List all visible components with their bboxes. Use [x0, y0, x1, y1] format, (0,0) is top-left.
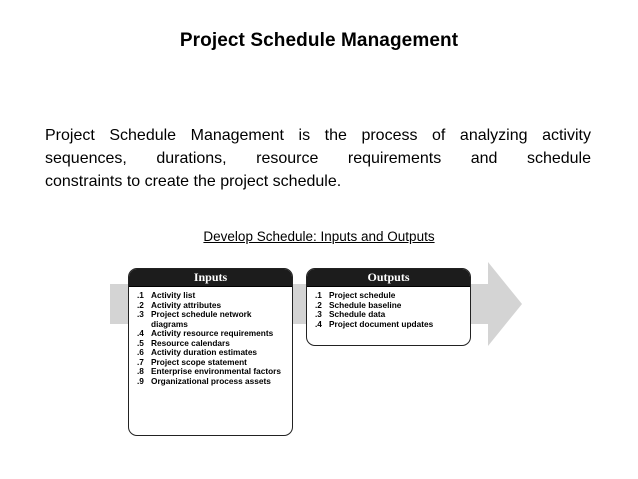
- item-text: Activity attributes: [151, 299, 222, 310]
- item-text: Schedule baseline: [329, 299, 402, 310]
- item-number: .7: [137, 356, 144, 367]
- paragraph-word: of: [432, 127, 446, 144]
- item-number: .3: [315, 309, 322, 319]
- paragraph-word: process: [361, 127, 418, 144]
- inputs-box: [128, 268, 293, 436]
- item-number: .6: [137, 347, 144, 357]
- paragraph-word: the: [324, 127, 347, 144]
- paragraph-word: and: [470, 150, 498, 167]
- paragraph-word: Project: [45, 127, 95, 144]
- item-text: Project schedule network diagrams: [151, 309, 252, 329]
- inputs-list: [129, 287, 292, 386]
- paragraph-word: schedule: [526, 150, 591, 167]
- item-number: .9: [137, 375, 144, 386]
- item-number: .4: [315, 318, 322, 329]
- item-text: Enterprise environmental factors: [151, 366, 282, 376]
- item-number: .2: [137, 299, 144, 310]
- item-text: Resource calendars: [151, 337, 230, 348]
- inputs-header: Inputs: [129, 269, 292, 287]
- item-text: Schedule data: [329, 309, 386, 319]
- item-number: .1: [137, 290, 144, 300]
- item-text: Activity resource requirements: [151, 328, 274, 338]
- item-number: .2: [315, 299, 322, 310]
- diagram-subtitle: Develop Schedule: Inputs and Outputs: [203, 229, 435, 244]
- paragraph-word: durations,: [156, 150, 227, 167]
- item-text: Activity list: [151, 290, 196, 300]
- paragraph-word: activity: [542, 127, 591, 144]
- item-text: Activity duration estimates: [151, 347, 258, 357]
- slide-title: Project Schedule Management: [179, 30, 459, 51]
- item-number: .4: [137, 328, 144, 338]
- paragraph-word: Management: [190, 127, 284, 144]
- paragraph-word: requirements: [347, 150, 442, 167]
- list-item: [315, 320, 464, 330]
- list-item: [137, 377, 286, 387]
- paragraph-word: is: [298, 127, 311, 144]
- paragraph-word: Schedule: [109, 127, 177, 144]
- outputs-box: [306, 268, 471, 346]
- paragraph-word: analyzing: [459, 127, 528, 144]
- item-text: Project document updates: [329, 318, 434, 329]
- item-number: .5: [137, 337, 144, 348]
- item-number: .8: [137, 366, 144, 376]
- item-text: Project schedule: [329, 290, 396, 300]
- item-text: Project scope statement: [151, 356, 247, 367]
- paragraph-text: constraints to create the project schedule.: [45, 173, 342, 190]
- item-text: Organizational process assets: [151, 375, 271, 386]
- list-item: [137, 310, 286, 329]
- item-number: .3: [137, 309, 144, 319]
- outputs-header: Outputs: [307, 269, 470, 287]
- paragraph-word: sequences,: [45, 150, 127, 167]
- item-number: .1: [315, 290, 322, 300]
- outputs-list: [307, 287, 470, 329]
- paragraph-word: resource: [256, 150, 319, 167]
